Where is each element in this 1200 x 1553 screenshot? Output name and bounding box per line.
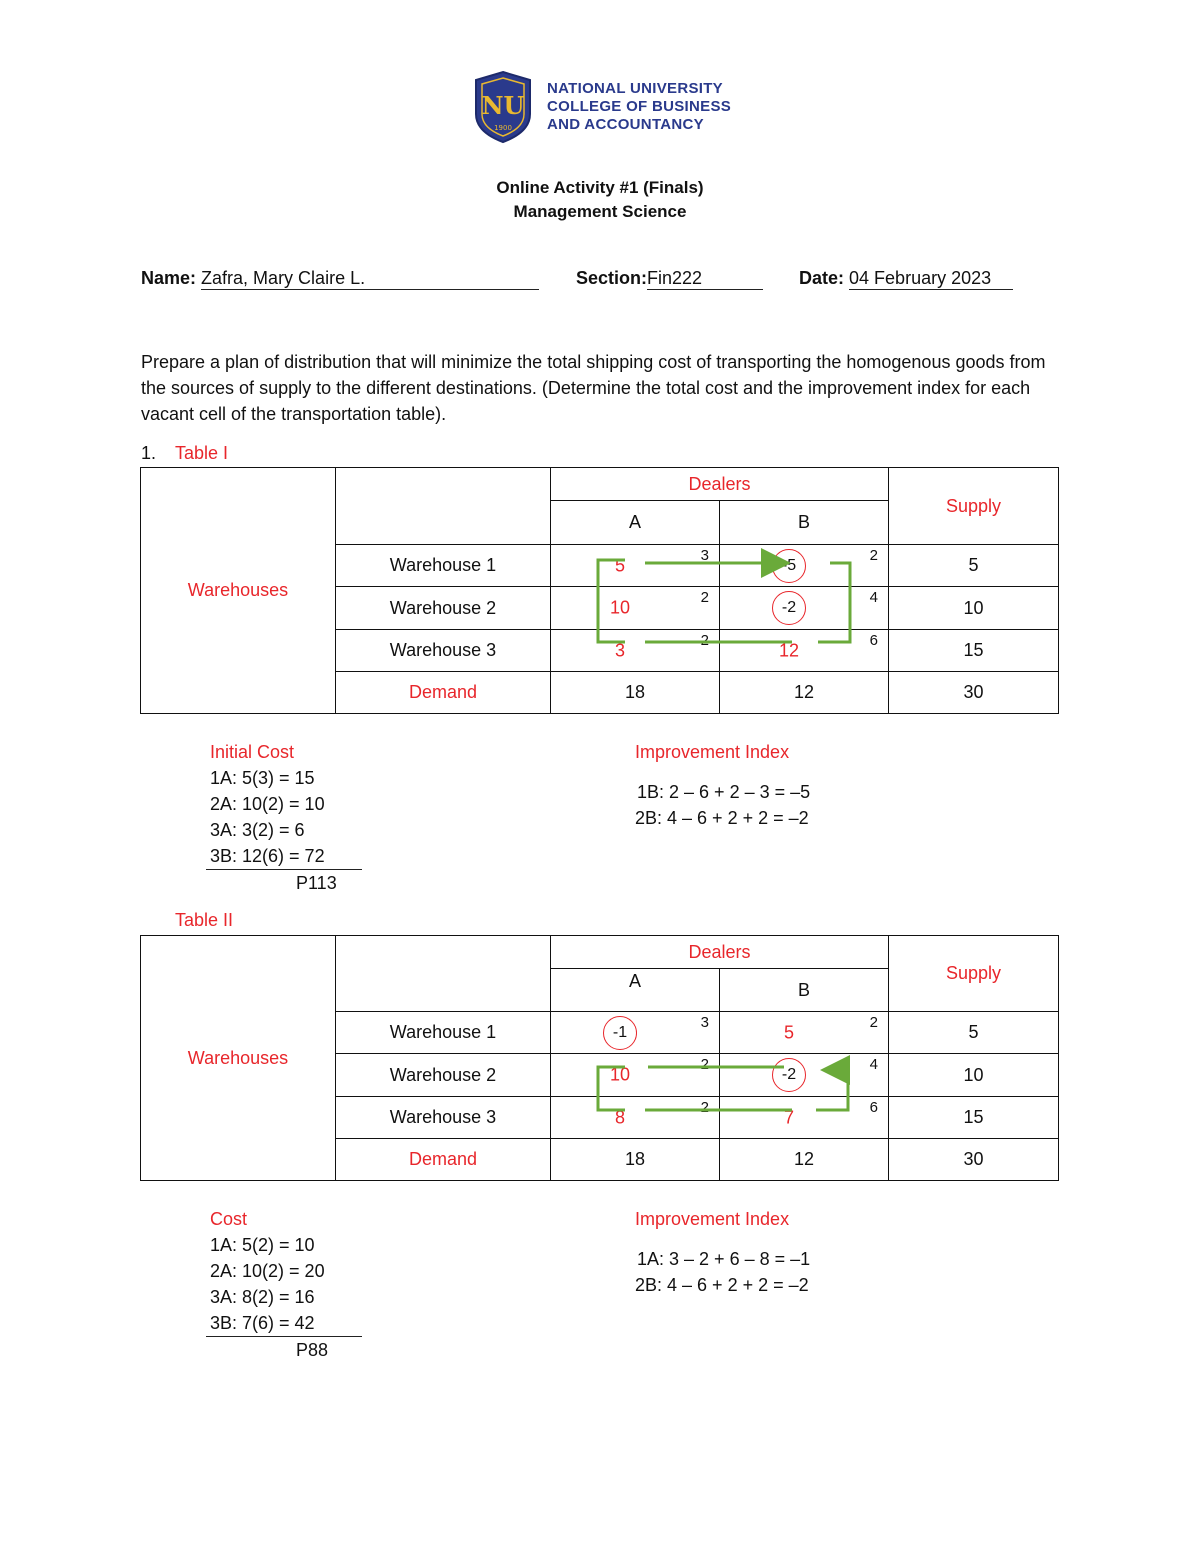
cost-3a: 2 xyxy=(700,632,709,649)
total-cost: P113 xyxy=(206,869,362,896)
date-value: 04 February 2023 xyxy=(849,268,1013,290)
cost-line: 3A: 8(2) = 16 xyxy=(210,1287,315,1307)
alloc-2a: 10 xyxy=(609,597,631,618)
alloc-3b: 12 xyxy=(778,640,800,660)
section-field xyxy=(576,268,763,290)
section-label: Section: xyxy=(576,268,648,288)
improvement-index-block xyxy=(635,739,810,831)
index-line: 2B: 4 – 6 + 2 + 2 = –2 xyxy=(635,808,809,828)
table2-wrapper xyxy=(140,935,1059,1181)
row-label: Warehouse 3 xyxy=(336,630,551,672)
cost-line: 2A: 10(2) = 10 xyxy=(210,794,325,814)
dealers-header: Dealers xyxy=(551,468,889,501)
col-header-b: B xyxy=(720,501,889,545)
activity-title: Online Activity #1 (Finals) xyxy=(496,178,704,197)
cost-3b: 6 xyxy=(869,632,878,649)
alloc-3a: 8 xyxy=(614,1107,625,1127)
dealers-header: Dealers xyxy=(551,936,889,969)
demand-a: 18 xyxy=(551,672,720,714)
alloc-1b: 5 xyxy=(783,1022,794,1042)
table1-wrapper xyxy=(140,467,1059,714)
cost-line: 3B: 7(6) = 42 xyxy=(210,1313,315,1333)
table1-caption: Table I xyxy=(175,443,229,463)
corner-cell xyxy=(336,936,551,1012)
index-line: 1A: 3 – 2 + 6 – 8 = –1 xyxy=(637,1249,811,1269)
demand-label: Demand xyxy=(336,1139,551,1181)
cost-1a: 3 xyxy=(700,1014,709,1031)
improvement-circle-1b: -5 xyxy=(772,549,806,583)
supply-header: Supply xyxy=(889,468,1059,545)
initial-cost-block xyxy=(210,739,362,896)
total-supply-demand: 30 xyxy=(889,672,1059,714)
total-supply-demand: 30 xyxy=(889,1139,1059,1181)
cost-block xyxy=(210,1206,362,1363)
improvement-index-title: Improvement Index xyxy=(635,742,790,762)
name-field xyxy=(141,268,539,290)
alloc-1a: 5 xyxy=(614,555,625,575)
col-header-a: A xyxy=(551,501,720,545)
cost-3b: 6 xyxy=(869,1099,878,1116)
table2-caption: Table II xyxy=(175,910,234,930)
university-name-line3: AND ACCOUNTANCY xyxy=(547,116,704,133)
alloc-3a: 3 xyxy=(614,640,625,660)
cost-2b: 4 xyxy=(869,1056,878,1073)
cost-line: 2A: 10(2) = 20 xyxy=(210,1261,325,1281)
item-number: 1. xyxy=(141,443,157,463)
supply-3: 15 xyxy=(889,1097,1059,1139)
cost-3a: 2 xyxy=(700,1099,709,1116)
supply-2: 10 xyxy=(889,587,1059,630)
index-line: 2B: 4 – 6 + 2 + 2 = –2 xyxy=(635,1275,809,1295)
instructions: Prepare a plan of distribution that will minimize the total shipping cost of transporting the homogenous goods from the sources of supply to the different destinations. (Determine the total cost and the improvement index for each vacant cell of the transportation table). xyxy=(141,352,1046,424)
supply-header: Supply xyxy=(889,936,1059,1012)
university-name-line2: COLLEGE OF BUSINESS xyxy=(547,98,732,115)
seal-letters: NU xyxy=(481,91,525,120)
row-label: Warehouse 2 xyxy=(336,1054,551,1097)
improvement-index-block xyxy=(635,1206,810,1298)
cost-line: 1A: 5(2) = 10 xyxy=(210,1235,315,1255)
course-title: Management Science xyxy=(513,202,687,221)
supply-2: 10 xyxy=(889,1054,1059,1097)
date-field xyxy=(799,268,1013,290)
cost-line: 3A: 3(2) = 6 xyxy=(210,820,305,840)
warehouses-label: Warehouses xyxy=(141,936,336,1181)
cost-1b: 2 xyxy=(869,1014,878,1031)
row-label: Warehouse 1 xyxy=(336,1012,551,1054)
improvement-circle-1a: -1 xyxy=(603,1016,637,1050)
index-line: 1B: 2 – 6 + 2 – 3 = –5 xyxy=(637,782,811,802)
demand-a: 18 xyxy=(551,1139,720,1181)
row-label: Warehouse 3 xyxy=(336,1097,551,1139)
demand-b: 12 xyxy=(720,1139,889,1181)
alloc-2a: 10 xyxy=(609,1064,631,1085)
transportation-table-2 xyxy=(140,935,1059,1181)
improvement-index-title: Improvement Index xyxy=(635,1209,790,1229)
alloc-3b: 7 xyxy=(783,1107,794,1127)
cost-line: 1A: 5(3) = 15 xyxy=(210,768,315,788)
cost-line: 3B: 12(6) = 72 xyxy=(210,846,325,866)
section-value: Fin222 xyxy=(647,268,763,290)
transportation-table-1 xyxy=(140,467,1059,714)
seal-year: 1900 xyxy=(494,124,512,132)
improvement-circle-2b: -2 xyxy=(772,1058,806,1092)
university-logo xyxy=(472,70,732,146)
cost-2a: 2 xyxy=(700,589,709,606)
corner-cell xyxy=(336,468,551,545)
cost-title: Cost xyxy=(210,1209,248,1229)
row-label: Warehouse 1 xyxy=(336,545,551,587)
nu-seal-icon xyxy=(472,70,534,144)
cost-1b: 2 xyxy=(869,547,878,564)
total-cost: P88 xyxy=(206,1336,362,1363)
supply-1: 5 xyxy=(889,1012,1059,1054)
row-label: Warehouse 2 xyxy=(336,587,551,630)
date-label: Date: xyxy=(799,268,845,288)
cost-2b: 4 xyxy=(869,589,878,606)
cost-1a: 3 xyxy=(700,547,709,564)
university-name-line1: NATIONAL UNIVERSITY xyxy=(547,80,723,97)
supply-3: 15 xyxy=(889,630,1059,672)
col-header-b: B xyxy=(720,969,889,1012)
initial-cost-title: Initial Cost xyxy=(210,742,295,762)
improvement-circle-2b: -2 xyxy=(772,591,806,625)
cost-2a: 2 xyxy=(700,1056,709,1073)
name-value: Zafra, Mary Claire L. xyxy=(201,268,539,290)
col-header-a: A xyxy=(551,969,720,1012)
name-label: Name: xyxy=(141,268,197,288)
supply-1: 5 xyxy=(889,545,1059,587)
warehouses-label: Warehouses xyxy=(141,468,336,714)
demand-b: 12 xyxy=(720,672,889,714)
demand-label: Demand xyxy=(336,672,551,714)
